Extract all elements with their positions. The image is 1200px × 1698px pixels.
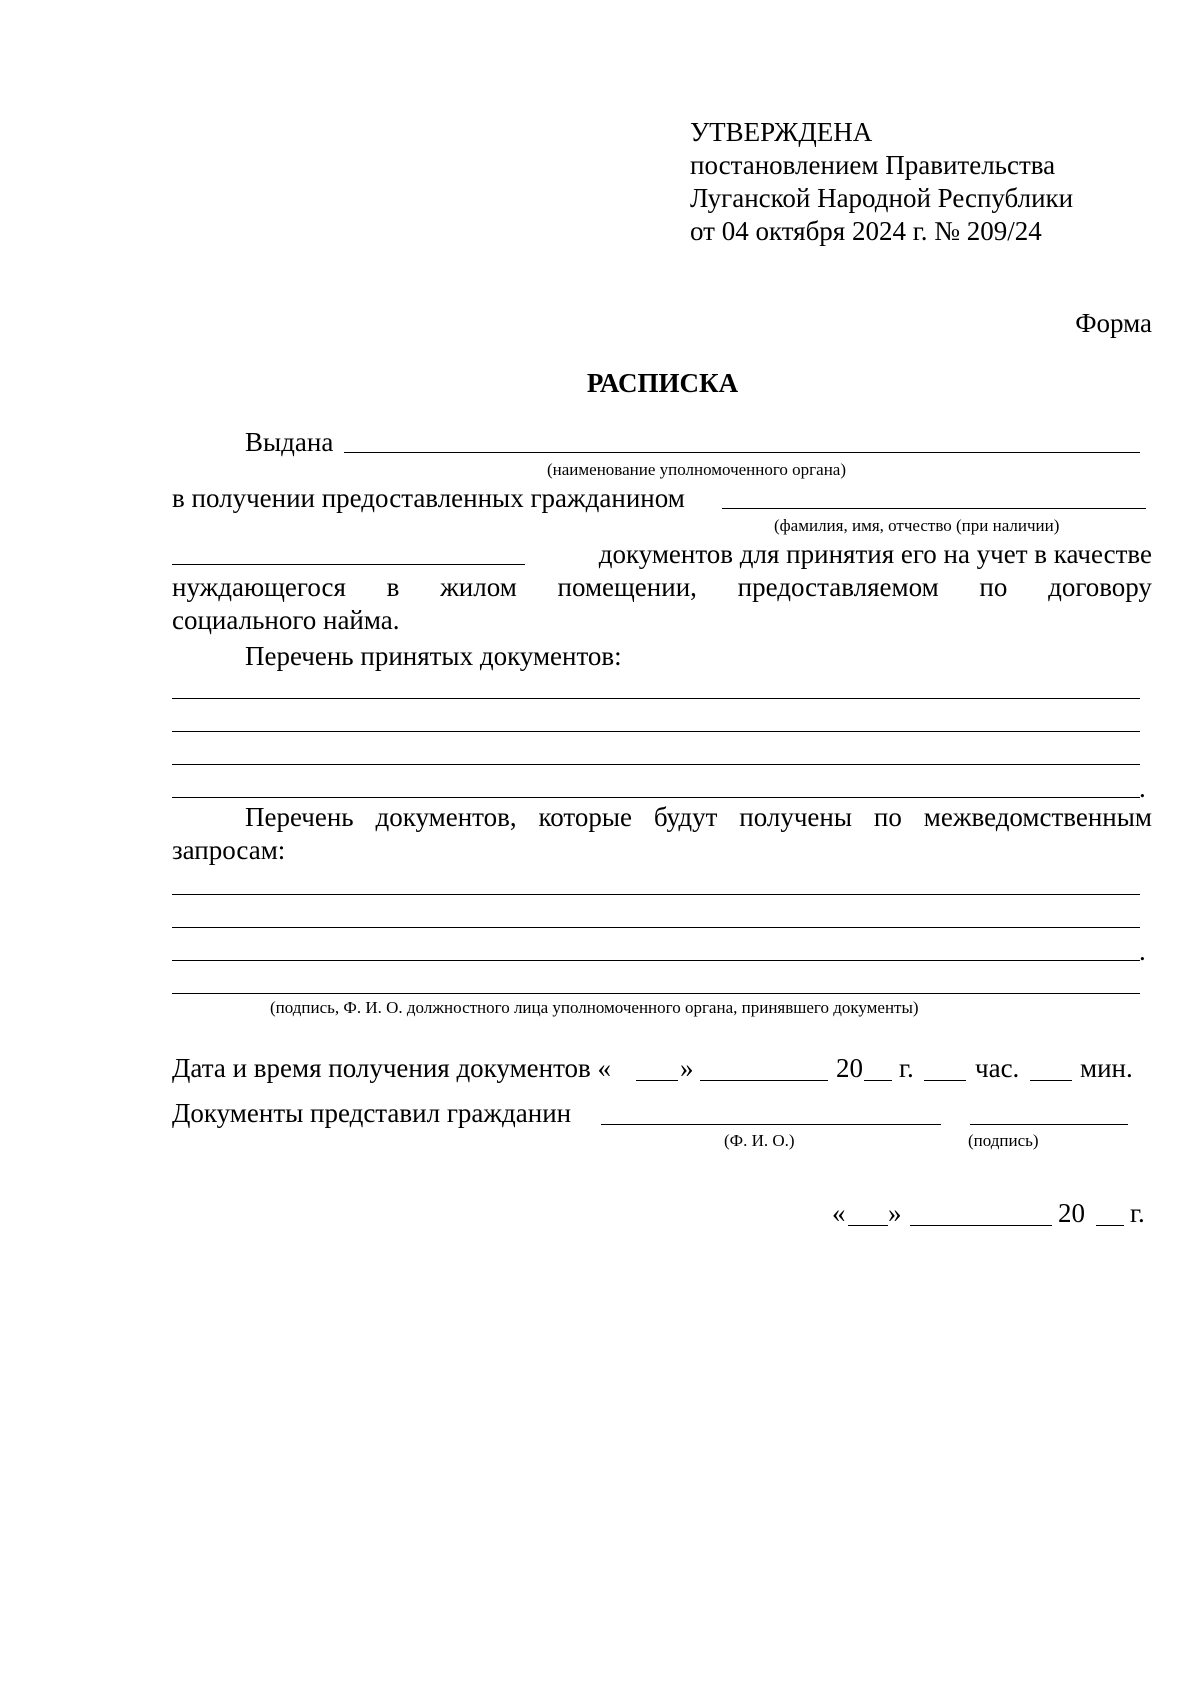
heading-word: получены bbox=[739, 802, 853, 832]
date-month-field[interactable] bbox=[910, 1225, 1052, 1226]
approval-line-3: Луганской Народной Республики bbox=[690, 183, 1074, 213]
citizen-name-hint: (фамилия, имя, отчество (при наличии) bbox=[774, 516, 1060, 535]
issued-label: Выдана bbox=[245, 427, 334, 457]
approval-line-2: постановлением Правительства bbox=[690, 150, 1056, 180]
date-year-prefix: 20 bbox=[1058, 1198, 1085, 1228]
submitted-signature-hint: (подпись) bbox=[968, 1131, 1039, 1150]
interagency-docs-heading-line-2: запросам: bbox=[172, 835, 286, 865]
heading-word: документов, bbox=[375, 802, 517, 832]
submitted-label: Документы представил гражданин bbox=[172, 1098, 572, 1128]
heading-word: Перечень bbox=[245, 802, 354, 832]
paragraph-line-2 bbox=[172, 571, 1152, 603]
datetime-minute-field[interactable] bbox=[1030, 1080, 1072, 1081]
heading-word: по bbox=[873, 802, 902, 832]
interagency-docs-heading bbox=[245, 801, 1152, 833]
date-year-field[interactable] bbox=[1096, 1225, 1124, 1226]
accepted-docs-line[interactable] bbox=[172, 731, 1140, 732]
datetime-year-suffix: г. bbox=[899, 1053, 914, 1083]
paragraph-word: в bbox=[386, 572, 400, 602]
date-day-field[interactable] bbox=[848, 1225, 888, 1226]
interagency-docs-line[interactable] bbox=[172, 894, 1140, 895]
submitted-fio-field[interactable] bbox=[601, 1124, 941, 1125]
document-title: РАСПИСКА bbox=[586, 368, 739, 398]
accepted-docs-line[interactable] bbox=[172, 698, 1140, 699]
heading-word: межведомственным bbox=[923, 802, 1152, 832]
paragraph-line-3: социального найма. bbox=[172, 605, 400, 635]
issued-authority-hint: (наименование уполномоченного органа) bbox=[547, 460, 847, 479]
accepted-docs-line[interactable] bbox=[172, 797, 1140, 798]
date-close-quote: » bbox=[888, 1198, 902, 1228]
datetime-day-field[interactable] bbox=[636, 1080, 678, 1081]
submitted-fio-hint: (Ф. И. О.) bbox=[724, 1131, 795, 1150]
heading-word: которые bbox=[538, 802, 632, 832]
paragraph-word: предоставляемом bbox=[737, 572, 939, 602]
interagency-docs-end-mark: . bbox=[1139, 936, 1146, 966]
interagency-docs-line[interactable] bbox=[172, 960, 1140, 961]
datetime-month-field[interactable] bbox=[700, 1080, 828, 1081]
datetime-hour-field[interactable] bbox=[924, 1080, 966, 1081]
date-year-suffix: г. bbox=[1130, 1198, 1145, 1228]
submitted-signature-field[interactable] bbox=[970, 1124, 1128, 1125]
accepted-docs-line[interactable] bbox=[172, 764, 1140, 765]
accepted-docs-heading: Перечень принятых документов: bbox=[245, 641, 622, 671]
paragraph-word: договору bbox=[1048, 572, 1152, 602]
datetime-year-field[interactable] bbox=[864, 1080, 892, 1081]
paragraph-word: по bbox=[979, 572, 1008, 602]
date-open-quote: « bbox=[832, 1198, 846, 1228]
approval-date: от 04 октября 2024 г. № 209/24 bbox=[690, 216, 1042, 246]
paragraph-word: нуждающегося bbox=[172, 572, 346, 602]
receipt-label: в получении предоставленных гражданином bbox=[172, 483, 685, 513]
official-signature-hint: (подпись, Ф. И. О. должностного лица уполномоченного органа, принявшего документы) bbox=[270, 998, 919, 1017]
form-label: Форма bbox=[1075, 308, 1152, 338]
official-signature-field[interactable] bbox=[172, 993, 1140, 994]
paragraph-line-1: документов для принятия его на учет в качестве bbox=[598, 539, 1152, 569]
interagency-docs-line[interactable] bbox=[172, 927, 1140, 928]
citizen-name-continuation-field[interactable] bbox=[172, 564, 525, 565]
datetime-label: Дата и время получения документов « bbox=[172, 1053, 612, 1083]
paragraph-word: жилом bbox=[440, 572, 517, 602]
datetime-hour-label: час. bbox=[975, 1053, 1020, 1083]
datetime-year-prefix: 20 bbox=[836, 1053, 863, 1083]
datetime-close-quote: » bbox=[680, 1053, 694, 1083]
heading-word: будут bbox=[653, 802, 718, 832]
citizen-name-field[interactable] bbox=[722, 508, 1146, 509]
datetime-minute-label: мин. bbox=[1080, 1053, 1133, 1083]
paragraph-word: помещении, bbox=[557, 572, 697, 602]
accepted-docs-end-mark: . bbox=[1139, 773, 1146, 803]
approval-line-1: УТВЕРЖДЕНА bbox=[690, 117, 873, 147]
issued-authority-field[interactable] bbox=[344, 452, 1140, 453]
